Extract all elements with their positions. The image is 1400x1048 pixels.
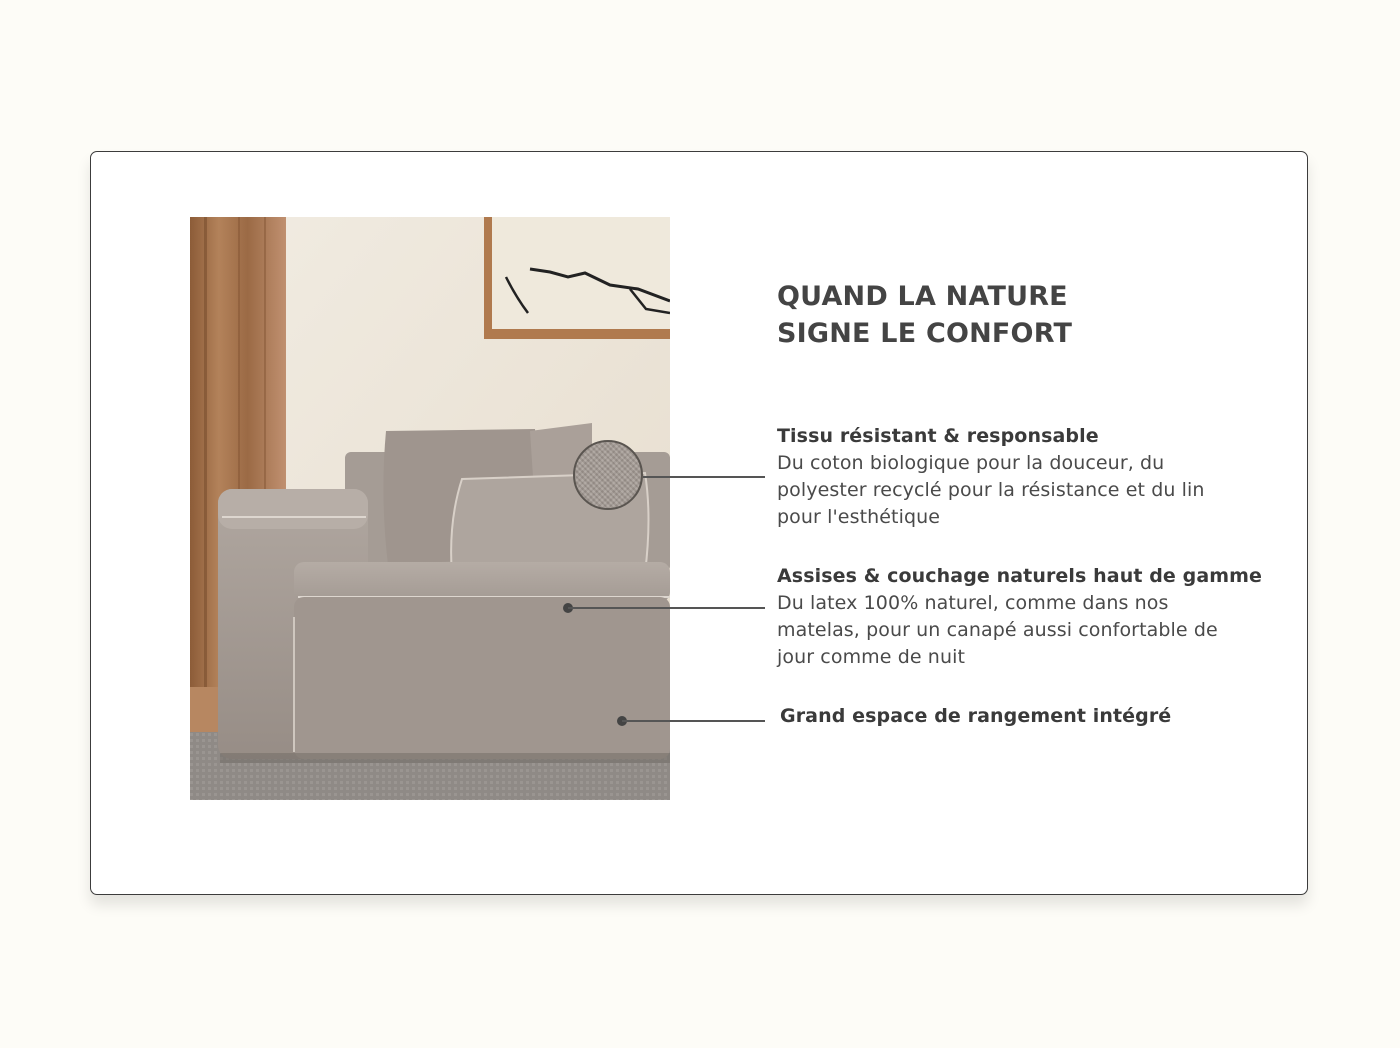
connector-line-fabric (643, 476, 765, 478)
fabric-zoom-circle (573, 440, 643, 510)
feature-description-line: matelas, pour un canapé aussi confortable de (777, 619, 1218, 641)
connector-line-storage (622, 720, 765, 722)
feature-description-line: polyester recyclé pour la résistance et du lin (777, 479, 1205, 501)
feature-seating (777, 563, 1277, 671)
feature-description-line: Du coton biologique pour la douceur, du (777, 452, 1165, 474)
feature-fabric (777, 423, 1277, 531)
heading-line-2: SIGNE LE CONFORT (777, 318, 1073, 349)
feature-description (777, 590, 1257, 671)
feature-title: Grand espace de rangement intégré (780, 705, 1172, 727)
feature-description-line: jour comme de nuit (777, 646, 966, 668)
feature-description (777, 450, 1257, 531)
feature-title: Assises & couchage naturels haut de gamme (777, 565, 1263, 587)
feature-description-line: pour l'esthétique (777, 506, 941, 528)
feature-storage (780, 703, 1280, 730)
section-heading (777, 278, 1197, 352)
feature-title: Tissu résistant & responsable (777, 425, 1099, 447)
connector-line-seat (568, 607, 765, 609)
heading-line-1: QUAND LA NATURE (777, 281, 1068, 312)
feature-description-line: Du latex 100% naturel, comme dans nos (777, 592, 1169, 614)
